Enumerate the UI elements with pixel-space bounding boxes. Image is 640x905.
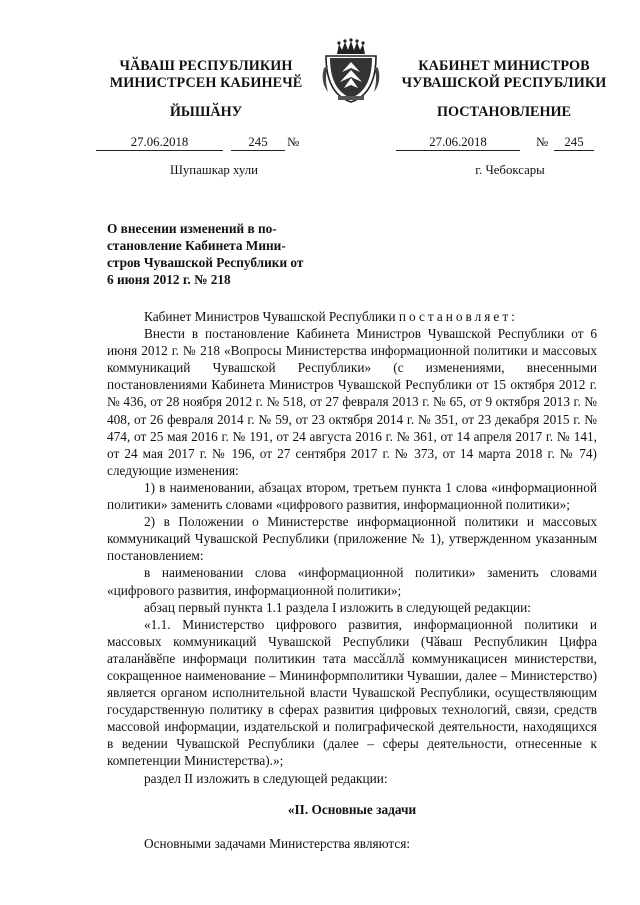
number-sign-right: №	[536, 135, 549, 149]
header-left	[93, 58, 319, 92]
paragraph-4: в наименовании слова «информационной политики» заменить словами «цифрового развития, информационной политики»;	[107, 565, 597, 598]
coat-of-arms-emblem	[320, 38, 382, 104]
paragraph-5: абзац первый пункта 1.1 раздела I изложить в следующей редакции:	[144, 599, 531, 615]
number-sign-left: №	[287, 135, 300, 149]
intro-lead: Кабинет Министров Чувашской Республики	[144, 309, 396, 324]
intro-verb: постановляет:	[398, 309, 518, 324]
paragraph-1: Внести в постановление Кабинета Министров Чувашской Республики от 6 июня 2012 г. № 218 «Вопросы Министерства информационной политики и массовых коммуникаций Чувашской Республики» (с изменениями, внесенными постановлениями Кабинета Министров Чувашской Республики от 15 октября 2012 г. № 436, от 28 ноября 2012 г. № 518, от 27 февраля 2013 г. № 65, от 9 октября 2013 г. № 408, от 26 февраля 2014 г. № 59, от 23 октября 2014 г. № 351, от 23 декабря 2015 г. № 474, от 25 мая 2016 г. № 191, от 24 августа 2016 г. № 361, от 14 апреля 2017 г. № 141, от 24 мая 2017 г. № 196, от 27 сентября 2017 г. № 373, от 14 марта 2018 г. № 74) следующие изменения:	[107, 326, 597, 478]
paragraph-2: 1) в наименовании, абзацах втором, третьем пункта 1 слова «информационной политики» заменить словами «цифрового развития, информационной политики»;	[107, 479, 597, 513]
paragraph-8: Основными задачами Министерства являются:	[144, 835, 411, 851]
paragraph-6: «1.1. Министерство цифрового развития, информационной политики и массовых коммуникаций Чувашской Республики (Чӑваш Республикин Цифра аталанӑвӗпе информаци политикин тата массӑллӑ коммуникацисен министерстви, сокращенное наименование – Мининформполитики Чувашии, далее – Министерство) является органом исполнительной власти Чувашской Республики, осуществляющим государственную политику в сферах развития цифровых технологий, связи, средств массовой информации, издательской и полиграфической деятельности, находящихся в ведении Чувашской Республики (далее – сферы деятельности, отнесенные к компетенции Министерства).»;	[107, 616, 597, 769]
date-left: 27.06.2018	[96, 135, 223, 151]
header-right-line1: КАБИНЕТ МИНИСТРОВ	[418, 58, 590, 74]
header-right	[384, 58, 624, 92]
paragraph-7: раздел II изложить в следующей редакции:	[144, 770, 388, 786]
number-right: 245	[554, 135, 594, 151]
paragraph-3: 2) в Положении о Министерстве информационной политики и массовых коммуникаций Чувашской Республики (приложение № 1), утвержденном указанным постановлением:	[107, 514, 597, 564]
date-right: 27.06.2018	[396, 135, 520, 151]
header-left-line2: МИНИСТРСЕН КАБИНЕЧӖ	[109, 75, 303, 91]
intro-paragraph	[107, 308, 597, 325]
header-left-line1: ЧӐВАШ РЕСПУБЛИКИН	[119, 58, 293, 74]
place-right: г. Чебоксары	[475, 163, 545, 177]
section-title: «II. Основные задачи	[287, 801, 417, 817]
doctype-left: ЙЫШӐНУ	[169, 104, 243, 120]
document-subject: О внесении изменений в по-становление Кабинета Мини-стров Чувашской Республики от 6 июня 2012 г. № 218	[107, 221, 304, 287]
document-body	[107, 308, 597, 852]
number-left: 245	[231, 135, 285, 151]
header-right-line2: ЧУВАШСКОЙ РЕСПУБЛИКИ	[401, 75, 607, 91]
doctype-right: ПОСТАНОВЛЕНИЕ	[436, 104, 572, 120]
place-left: Шупашкар хули	[170, 163, 258, 177]
